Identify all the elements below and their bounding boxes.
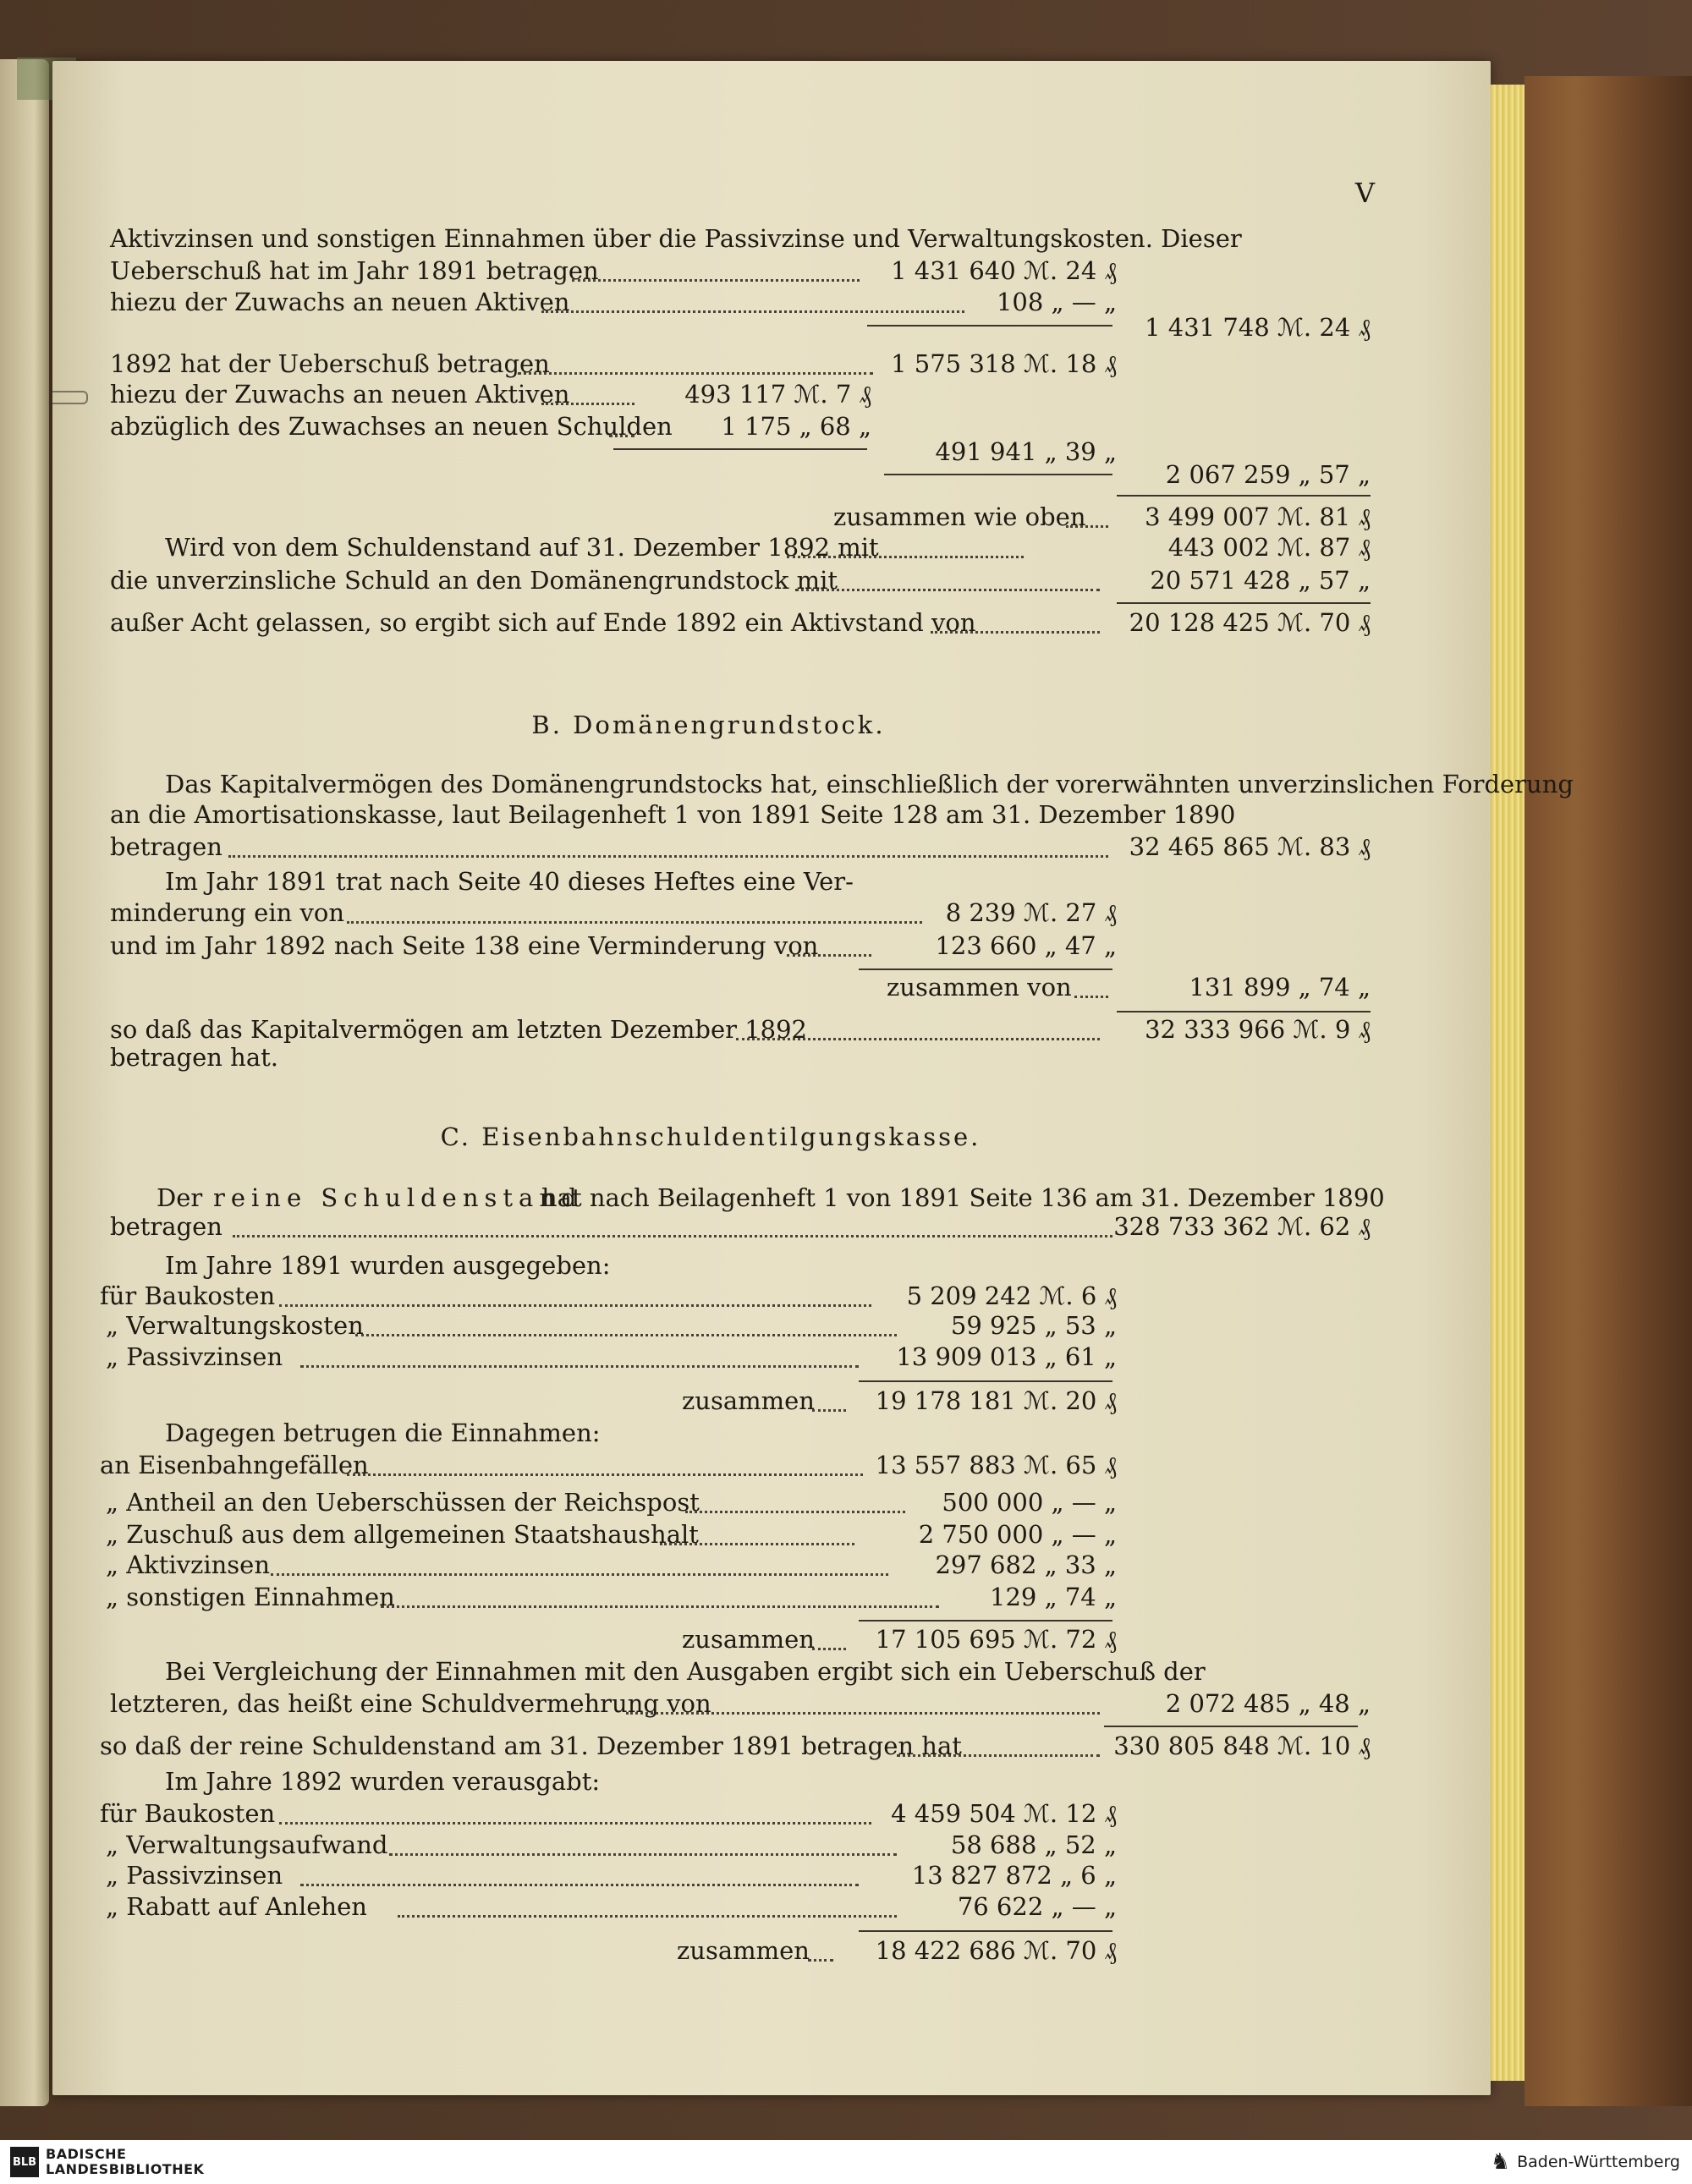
line: zusammen (682, 1625, 815, 1654)
line: „ Verwaltungskosten (106, 1311, 364, 1340)
total: 32 465 865 ℳ. 83 ₰ (1129, 832, 1371, 861)
amount: 76 622 „ — „ (957, 1892, 1117, 1921)
line: zusammen (682, 1386, 815, 1415)
line: an Eisenbahngefällen (100, 1451, 369, 1479)
blb-logo[interactable] (10, 2147, 204, 2177)
amount: 123 660 „ 47 „ (935, 931, 1117, 960)
bw-logo[interactable] (1491, 2149, 1680, 2175)
total: 328 733 362 ℳ. 62 ₰ (1113, 1212, 1371, 1241)
amount: 2 750 000 „ — „ (918, 1520, 1117, 1549)
total: 131 899 „ 74 „ (1189, 973, 1371, 1001)
leader-dots (300, 1365, 859, 1368)
total: 330 805 848 ℳ. 10 ₰ (1113, 1731, 1371, 1760)
line: für Baukosten (100, 1799, 276, 1828)
line-spaced: reine Schuldenstand (213, 1183, 583, 1212)
leader-dots (271, 1573, 888, 1576)
leader-dots (279, 1822, 871, 1825)
line: Wird von dem Schuldenstand auf 31. Dezember 1892 mit (165, 533, 879, 562)
line: zusammen (677, 1936, 810, 1965)
leader-dots (300, 1884, 859, 1886)
sum-rule (859, 1930, 1112, 1932)
line: an die Amortisationskasse, laut Beilagenheft 1 von 1891 Seite 128 am 31. Dezember 1890 (110, 800, 1236, 829)
line: Bei Vergleichung der Einnahmen mit den Ausgaben ergibt sich ein Ueberschuß der (165, 1657, 1206, 1686)
line: abzüglich des Zuwachses an neuen Schulden (110, 412, 673, 441)
leader-dots (787, 556, 1024, 558)
line: Im Jahre 1892 wurden verausgabt: (165, 1767, 601, 1796)
blb-name-line1: BADISCHE (46, 2146, 127, 2162)
line: so daß der reine Schuldenstand am 31. Dezember 1891 betragen hat (100, 1731, 962, 1760)
line: die unverzinsliche Schuld an den Domänengrundstock mit (110, 566, 838, 595)
line: „ Aktivzinsen (106, 1550, 271, 1579)
amount: 297 682 „ 33 „ (935, 1550, 1117, 1579)
line: „ sonstigen Einnahmen (106, 1583, 395, 1611)
leader-dots (626, 1712, 1100, 1715)
sum-rule (1117, 495, 1371, 497)
sum-rule (859, 969, 1112, 970)
line: Das Kapitalvermögen des Domänengrundstocks hat, einschließlich der vorerwähnten unverzinslichen Forderung (165, 770, 1574, 798)
blb-logo-icon: BLB (10, 2147, 39, 2177)
line: „ Passivzinsen (106, 1861, 283, 1890)
line: und im Jahr 1892 nach Seite 138 eine Verminderung von (110, 931, 819, 960)
line: Dagegen betrugen die Einnahmen: (165, 1419, 601, 1447)
line: Aktivzinsen und sonstigen Einnahmen über die Passivzinse und Verwaltungskosten. Dieser (110, 224, 1242, 253)
section-c-heading: C. Eisenbahnschuldentilgungskasse. (440, 1122, 981, 1151)
amount: 8 239 ℳ. 27 ₰ (945, 898, 1117, 927)
left-page-edge (0, 59, 49, 2106)
amount: 5 209 242 ℳ. 6 ₰ (906, 1281, 1117, 1310)
blb-name-line2: LANDESBIBLIOTHEK (46, 2161, 205, 2177)
amount: 58 688 „ 52 „ (950, 1830, 1117, 1859)
line: für Baukosten (100, 1281, 276, 1310)
amount: 13 557 883 ℳ. 65 ₰ (875, 1451, 1117, 1479)
total: 2 072 485 „ 48 „ (1165, 1689, 1371, 1718)
line: letzteren, das heißt eine Schuldvermehrung von (110, 1689, 711, 1718)
amount: 500 000 „ — „ (942, 1488, 1117, 1517)
line: hiezu der Zuwachs an neuen Aktiven (110, 288, 570, 316)
sum-rule (1104, 1726, 1358, 1727)
line: zusammen von (887, 973, 1072, 1001)
total: 20 571 428 „ 57 „ (1150, 566, 1371, 595)
line: Der (157, 1183, 203, 1212)
leader-dots (736, 1038, 1100, 1040)
bw-logo-text: Baden-Württemberg (1517, 2153, 1680, 2171)
amount: 491 941 „ 39 „ (935, 437, 1117, 466)
amount: 1 431 640 ℳ. 24 ₰ (891, 256, 1117, 285)
sum-rule (1117, 1011, 1371, 1012)
leader-dots (233, 1235, 1112, 1237)
leader-dots (228, 855, 1108, 858)
amount: 13 827 872 „ 6 „ (911, 1861, 1117, 1890)
line: Im Jahre 1891 wurden ausgegeben: (165, 1251, 611, 1280)
line: hat nach Beilagenheft 1 von 1891 Seite 136 am 31. Dezember 1890 (541, 1183, 1385, 1212)
amount: 4 459 504 ℳ. 12 ₰ (891, 1799, 1117, 1828)
line: betragen hat. (110, 1043, 278, 1072)
line: zusammen wie oben (833, 502, 1086, 531)
amount: 13 909 013 „ 61 „ (896, 1342, 1117, 1371)
line: „ Rabatt auf Anlehen (106, 1892, 367, 1921)
line: „ Passivzinsen (106, 1342, 283, 1371)
amount: 19 178 181 ℳ. 20 ₰ (875, 1386, 1117, 1415)
lion-crest-icon: ♞ (1490, 2149, 1511, 2175)
viewer-footer (0, 2140, 1692, 2184)
line: außer Acht gelassen, so ergibt sich auf Ende 1892 ein Aktivstand von (110, 608, 976, 637)
line: betragen (110, 832, 222, 861)
leader-dots (347, 1473, 863, 1476)
amount: 59 925 „ 53 „ (950, 1311, 1117, 1340)
line: „ Zuschuß aus dem allgemeinen Staatshaushalt (106, 1520, 699, 1549)
section-b-heading: B. Domänengrundstock. (531, 711, 886, 739)
line: minderung ein von (110, 898, 345, 927)
line: 1892 hat der Ueberschuß betragen (110, 349, 550, 378)
sum-rule (859, 1380, 1112, 1382)
amount: 493 117 ℳ. 7 ₰ (684, 380, 871, 409)
total: 2 067 259 „ 57 „ (1165, 460, 1371, 489)
marbled-cover-edge (1524, 76, 1692, 2106)
amount: 17 105 695 ℳ. 72 ₰ (875, 1625, 1117, 1654)
total: 443 002 ℳ. 87 ₰ (1167, 533, 1371, 562)
line: betragen (110, 1212, 222, 1241)
amount: 129 „ 74 „ (990, 1583, 1117, 1611)
amount: 18 422 686 ℳ. 70 ₰ (875, 1936, 1117, 1965)
total: 3 499 007 ℳ. 81 ₰ (1145, 502, 1371, 531)
gilt-page-edges (1491, 85, 1524, 2081)
total: 1 431 748 ℳ. 24 ₰ (1145, 313, 1371, 342)
amount: 108 „ — „ (996, 288, 1117, 316)
page-number: V (1354, 177, 1375, 209)
line: hiezu der Zuwachs an neuen Aktiven (110, 380, 570, 409)
line: „ Verwaltungsaufwand (106, 1830, 388, 1859)
amount: 1 175 „ 68 „ (721, 412, 871, 441)
margin-mark (52, 391, 88, 404)
total: 32 333 966 ℳ. 9 ₰ (1145, 1015, 1371, 1044)
leader-dots (279, 1304, 871, 1307)
amount: 1 575 318 ℳ. 18 ₰ (891, 349, 1117, 378)
line: „ Antheil an den Ueberschüssen der Reichspost (106, 1488, 700, 1517)
total: 20 128 425 ℳ. 70 ₰ (1129, 608, 1371, 637)
sum-rule (1117, 602, 1371, 604)
line: Ueberschuß hat im Jahr 1891 betragen (110, 256, 599, 285)
line: Im Jahr 1891 trat nach Seite 40 dieses Heftes eine Ver- (165, 867, 854, 896)
sum-rule (859, 1620, 1112, 1622)
line: so daß das Kapitalvermögen am letzten Dezember 1892 (110, 1015, 808, 1044)
